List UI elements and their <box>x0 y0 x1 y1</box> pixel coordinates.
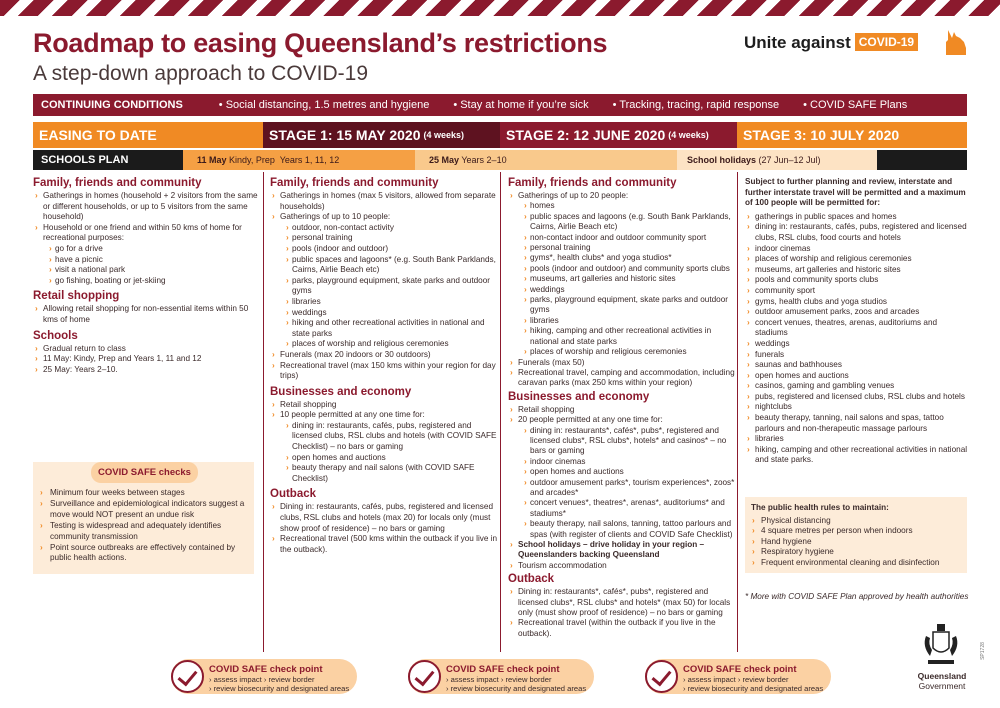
list-item: › community sport <box>745 286 970 297</box>
checkpoint-pill <box>408 659 594 694</box>
public-health-title: The public health rules to maintain: <box>751 503 889 512</box>
section-heading: Businesses and economy <box>508 390 650 403</box>
column-stage-1 <box>270 177 498 555</box>
list-item <box>508 191 736 358</box>
list-item: › outdoor amusement parks*, tourism experiences*, zoos* and arcades* <box>522 478 736 499</box>
list-item: › hiking, camping and other recreational activities in national and state parks. <box>745 445 970 466</box>
list-item: › parks, playground equipment, skate parks and outdoor gyms <box>284 276 498 297</box>
schools-plan-label: SCHOOLS PLAN <box>33 150 183 170</box>
list-item: › funerals <box>745 350 970 361</box>
list-item: › non-contact indoor and outdoor community sport <box>522 233 736 243</box>
list-item: › hiking and other recreational activities in national and state parks <box>284 318 498 339</box>
list-item: › gatherings in public spaces and homes <box>745 212 970 223</box>
column-divider <box>263 172 264 652</box>
condition-item: • Social distancing, 1.5 metres and hygiene <box>218 99 430 111</box>
list-item: › go for a drive <box>47 244 258 255</box>
check-icon <box>171 660 204 693</box>
page-subtitle: A step-down approach to COVID-19 <box>33 62 369 85</box>
list-item: › nightclubs <box>745 402 970 413</box>
list-item: › gyms, health clubs and yoga studios <box>745 297 970 308</box>
column-divider <box>737 172 738 652</box>
list-item: › weddings <box>284 308 498 319</box>
list-item: › gyms*, health clubs* and yoga studios* <box>522 253 736 263</box>
column-easing <box>33 177 258 375</box>
list-item: › weddings <box>522 285 736 295</box>
list-item: › Recreational travel (500 kms within the outback if you live in the outback). <box>270 534 498 555</box>
list-item: › museums, art galleries and historic sites <box>522 274 736 284</box>
list-item: › dining in: restaurants*, cafés*, pubs*, registered and licensed clubs*, RSL clubs*, hotels* and casinos* – no bars or gaming <box>522 426 736 457</box>
unite-logo <box>744 33 918 53</box>
item-text: Gatherings of up to 10 people: <box>280 212 391 222</box>
stage-weeks: (4 weeks) <box>423 130 465 140</box>
list-item: › pubs, registered and licensed clubs, RSL clubs and hotels <box>745 392 970 403</box>
list-item: › beauty therapy and nail salons (with COVID SAFE Checklist) <box>284 463 498 484</box>
list-item: › pools and community sports clubs <box>745 275 970 286</box>
list-item: › hiking, camping and other recreational activities in national and state parks <box>522 326 736 347</box>
schools-plan-seg2 <box>415 150 677 170</box>
check-icon <box>408 660 441 693</box>
list-item: › Allowing retail shopping for non-essential items within 50 kms of home <box>33 304 258 325</box>
list-item: › 11 May: Kindy, Prep and Years 1, 11 and 12 <box>33 354 258 365</box>
checkpoint-title: COVID SAFE check point <box>683 664 797 675</box>
list-item: › personal training <box>284 233 498 244</box>
list-item: › School holidays – drive holiday in your region – Queenslanders backing Queensland <box>508 540 736 561</box>
list-item: › Minimum four weeks between stages <box>38 488 252 498</box>
list-item: › libraries <box>284 297 498 308</box>
stage-header-1 <box>263 122 500 148</box>
list-item: › indoor cinemas <box>522 457 736 467</box>
checkpoint-text <box>683 676 823 694</box>
list-item <box>270 212 498 350</box>
list-item: › Gradual return to class <box>33 344 258 355</box>
list-item: › visit a national park <box>47 265 258 276</box>
list-item: › museums, art galleries and historic sites <box>745 265 970 276</box>
checkpoint-title: COVID SAFE check point <box>209 664 323 675</box>
list-item: › Retail shopping <box>270 400 498 411</box>
continuing-label: CONTINUING CONDITIONS <box>41 99 183 111</box>
queensland-map-icon <box>944 28 968 56</box>
list-item: › weddings <box>745 339 970 350</box>
stage-header-3 <box>737 122 967 148</box>
list-item: › go fishing, boating or jet-skiing <box>47 276 258 287</box>
item-text: 10 people permitted at any one time for: <box>280 410 425 420</box>
checkpoint-line: › assess impact › review border <box>446 675 552 684</box>
list-item: › Dining in: restaurants*, cafés*, pubs*, registered and licensed clubs*, RSL clubs* and hotels* (max 50) for locals only (must show proof of residence) – no bars or gaming <box>508 587 736 618</box>
list-item: › Frequent environmental cleaning and disinfection <box>751 558 961 569</box>
list-item: › libraries <box>522 316 736 326</box>
list-item: › Physical distancing <box>751 516 961 527</box>
section-heading: Schools <box>33 329 78 342</box>
list-item <box>508 415 736 540</box>
section-heading: Family, friends and community <box>33 177 202 189</box>
list-item: › open homes and auctions <box>284 453 498 464</box>
list-item: › dining in: restaurants, cafés, pubs, registered and licensed clubs, RSL clubs and hotels (with COVID SAFE Checklist) – no bars or gaming <box>284 421 498 453</box>
list-item: › public spaces and lagoons (e.g. South Bank Parklands, Cairns, Airlie Beach etc) <box>522 212 736 233</box>
list-item: › open homes and auctions <box>745 371 970 382</box>
condition-item: • COVID SAFE Plans <box>803 99 908 111</box>
column-stage-3 <box>745 177 970 466</box>
list-item: › Tourism accommodation <box>508 561 736 571</box>
section-heading: Retail shopping <box>33 290 120 303</box>
list-item: › personal training <box>522 243 736 253</box>
section-heading: Family, friends and community <box>270 177 439 189</box>
list-item: › Hand hygiene <box>751 537 961 548</box>
list-item: › Recreational travel (within the outback if you live in the outback). <box>508 618 736 639</box>
item-text: Gatherings in homes (household + 2 visitors from the same or different households, or up to 5 visitors from the same household) <box>43 191 258 222</box>
seg-date: 25 May <box>429 155 460 165</box>
page-title: Roadmap to easing Queensland’s restrictions <box>33 28 608 58</box>
covid-safe-checks-list <box>38 488 252 565</box>
schools-plan-seg1 <box>183 150 415 170</box>
list-item: › Surveillance and epidemiological indicators suggest a move would NOT present an undue risk <box>38 499 252 520</box>
list-item: › dining in: restaurants, cafés, pubs, registered and licensed clubs, RSL clubs, food courts and hotels <box>745 222 970 243</box>
column-stage-2 <box>508 177 736 639</box>
list-item: › Funerals (max 50) <box>508 358 736 368</box>
seg-text: (27 Jun–12 Jul) <box>756 155 821 165</box>
list-item: › Point source outbreaks are effectively contained by public health actions. <box>38 543 252 564</box>
list-item: › Testing is widespread and adequately identifies community transmission <box>38 521 252 542</box>
checkpoint-pill <box>171 659 357 694</box>
coat-of-arms-logo <box>918 622 964 668</box>
stage-title: STAGE 2: 12 JUNE 2020 <box>506 127 666 143</box>
list-item: › pools (indoor and outdoor) <box>284 244 498 255</box>
list-item: › Dining in: restaurants, cafés, pubs, registered and licensed clubs, RSL clubs and hotels (max 20) for locals only (must show proof of residence) – no bars or gaming <box>270 502 498 534</box>
list-item: › 4 square metres per person when indoors <box>751 526 961 537</box>
stage3-intro: Subject to further planning and review, interstate and further interstate travel will be permitted and a maximum of 100 people will be permitted for: <box>745 177 966 208</box>
item-text: 20 people permitted at any one time for: <box>518 415 663 425</box>
stage-header-easing <box>33 122 263 148</box>
schools-plan-seg3 <box>677 150 877 170</box>
hazard-stripe <box>0 0 1000 16</box>
list-item: › open homes and auctions <box>522 467 736 477</box>
checkpoint-line: › review biosecurity and designated areas <box>446 683 587 693</box>
list-item: › concert venues, theatres, arenas, auditoriums and stadiums <box>745 318 970 339</box>
seg-text: Years 2–10 <box>459 155 507 165</box>
stage-header-2 <box>500 122 737 148</box>
govt-line: Queensland <box>917 671 967 681</box>
seg-text: Kindy, Prep Years 1, 11, 12 <box>226 155 340 165</box>
list-item <box>33 223 258 287</box>
list-item: › saunas and bathhouses <box>745 360 970 371</box>
section-heading: Outback <box>270 488 317 501</box>
section-heading: Family, friends and community <box>508 177 677 189</box>
list-item: › parks, playground equipment, skate parks and outdoor gyms <box>522 295 736 316</box>
list-item: › concert venues*, theatres*, arenas*, auditoriums* and stadiums* <box>522 498 736 519</box>
checkpoint-line: › assess impact › review border <box>683 675 789 684</box>
section-heading: Outback <box>508 573 555 586</box>
list-item: › places of worship and religious ceremonies <box>522 347 736 357</box>
condition-item: • Stay at home if you’re sick <box>453 99 589 111</box>
seg-date: 11 May <box>197 155 227 165</box>
list-item: › places of worship and religious ceremonies <box>745 254 970 265</box>
item-text: Gatherings of up to 20 people: <box>518 191 629 200</box>
checkpoint-pill <box>645 659 831 694</box>
list-item: › indoor cinemas <box>745 244 970 255</box>
column-divider <box>500 172 501 652</box>
list-item: › Retail shopping <box>508 405 736 415</box>
list-item: › libraries <box>745 434 970 445</box>
queensland-government-logo <box>914 672 970 691</box>
checkpoint-text <box>209 676 349 694</box>
public-health-rules-box <box>745 497 967 573</box>
list-item: › Funerals (max 20 indoors or 30 outdoors) <box>270 350 498 361</box>
list-item: › Respiratory hygiene <box>751 547 961 558</box>
checkpoint-line: › assess impact › review border <box>209 675 315 684</box>
stage-title: STAGE 1: 15 MAY 2020 <box>269 127 421 143</box>
list-item: › Recreational travel (max 150 kms within your region for day trips) <box>270 361 498 382</box>
list-item: › have a picnic <box>47 255 258 266</box>
document-id: SP1728 <box>979 642 986 660</box>
covid-safe-checks-title: COVID SAFE checks <box>91 462 198 483</box>
list-item: › Recreational travel, camping and accommodation, including caravan parks (max 250 kms within your region) <box>508 368 736 389</box>
stage-title: EASING TO DATE <box>39 127 157 143</box>
checkpoint-line: › review biosecurity and designated areas <box>209 683 350 693</box>
list-item: › 25 May: Years 2–10. <box>33 365 258 376</box>
list-item: › outdoor, non-contact activity <box>284 223 498 234</box>
list-item: › places of worship and religious ceremonies <box>284 339 498 350</box>
list-item: › Gatherings in homes (max 5 visitors, allowed from separate households) <box>270 191 498 212</box>
seg-date: School holidays <box>687 155 757 165</box>
checkpoint-text <box>446 676 586 694</box>
section-heading: Businesses and economy <box>270 385 412 398</box>
footnote: * More with COVID SAFE Plan approved by health authorities <box>745 592 969 601</box>
list-item: › pools (indoor and outdoor) and community sports clubs <box>522 264 736 274</box>
continuing-conditions-bar <box>33 94 967 116</box>
list-item: › public spaces and lagoons* (e.g. South Bank Parklands, Cairns, Airlie Beach etc) <box>284 255 498 276</box>
checkpoint-title: COVID SAFE check point <box>446 664 560 675</box>
list-item: › outdoor amusement parks, zoos and arcades <box>745 307 970 318</box>
govt-line: Government <box>918 680 966 691</box>
list-item: › homes <box>522 201 736 211</box>
list-item: › casinos, gaming and gambling venues <box>745 381 970 392</box>
list-item <box>270 410 498 484</box>
item-text: Household or one friend and within 50 kms of home for recreational purposes: <box>43 222 242 243</box>
condition-item: • Tracking, tracing, rapid response <box>612 99 780 111</box>
list-item: › beauty therapy, nail salons, tanning, tattoo parlours and spas (with register of clients and COVID Safe Checklist) <box>522 519 736 540</box>
stage-weeks: (4 weeks) <box>668 130 709 140</box>
check-icon <box>645 660 678 693</box>
covid-badge: COVID-19 <box>855 33 918 51</box>
checkpoint-line: › review biosecurity and designated areas <box>683 683 824 693</box>
schools-plan-end <box>877 150 967 170</box>
unite-text: Unite against <box>744 33 851 52</box>
list-item: › beauty therapy, tanning, nail salons and spas, tattoo parlours and non-therapeutic massage parlours <box>745 413 970 434</box>
stage-title: STAGE 3: 10 JULY 2020 <box>743 127 900 143</box>
list-item <box>33 191 258 223</box>
